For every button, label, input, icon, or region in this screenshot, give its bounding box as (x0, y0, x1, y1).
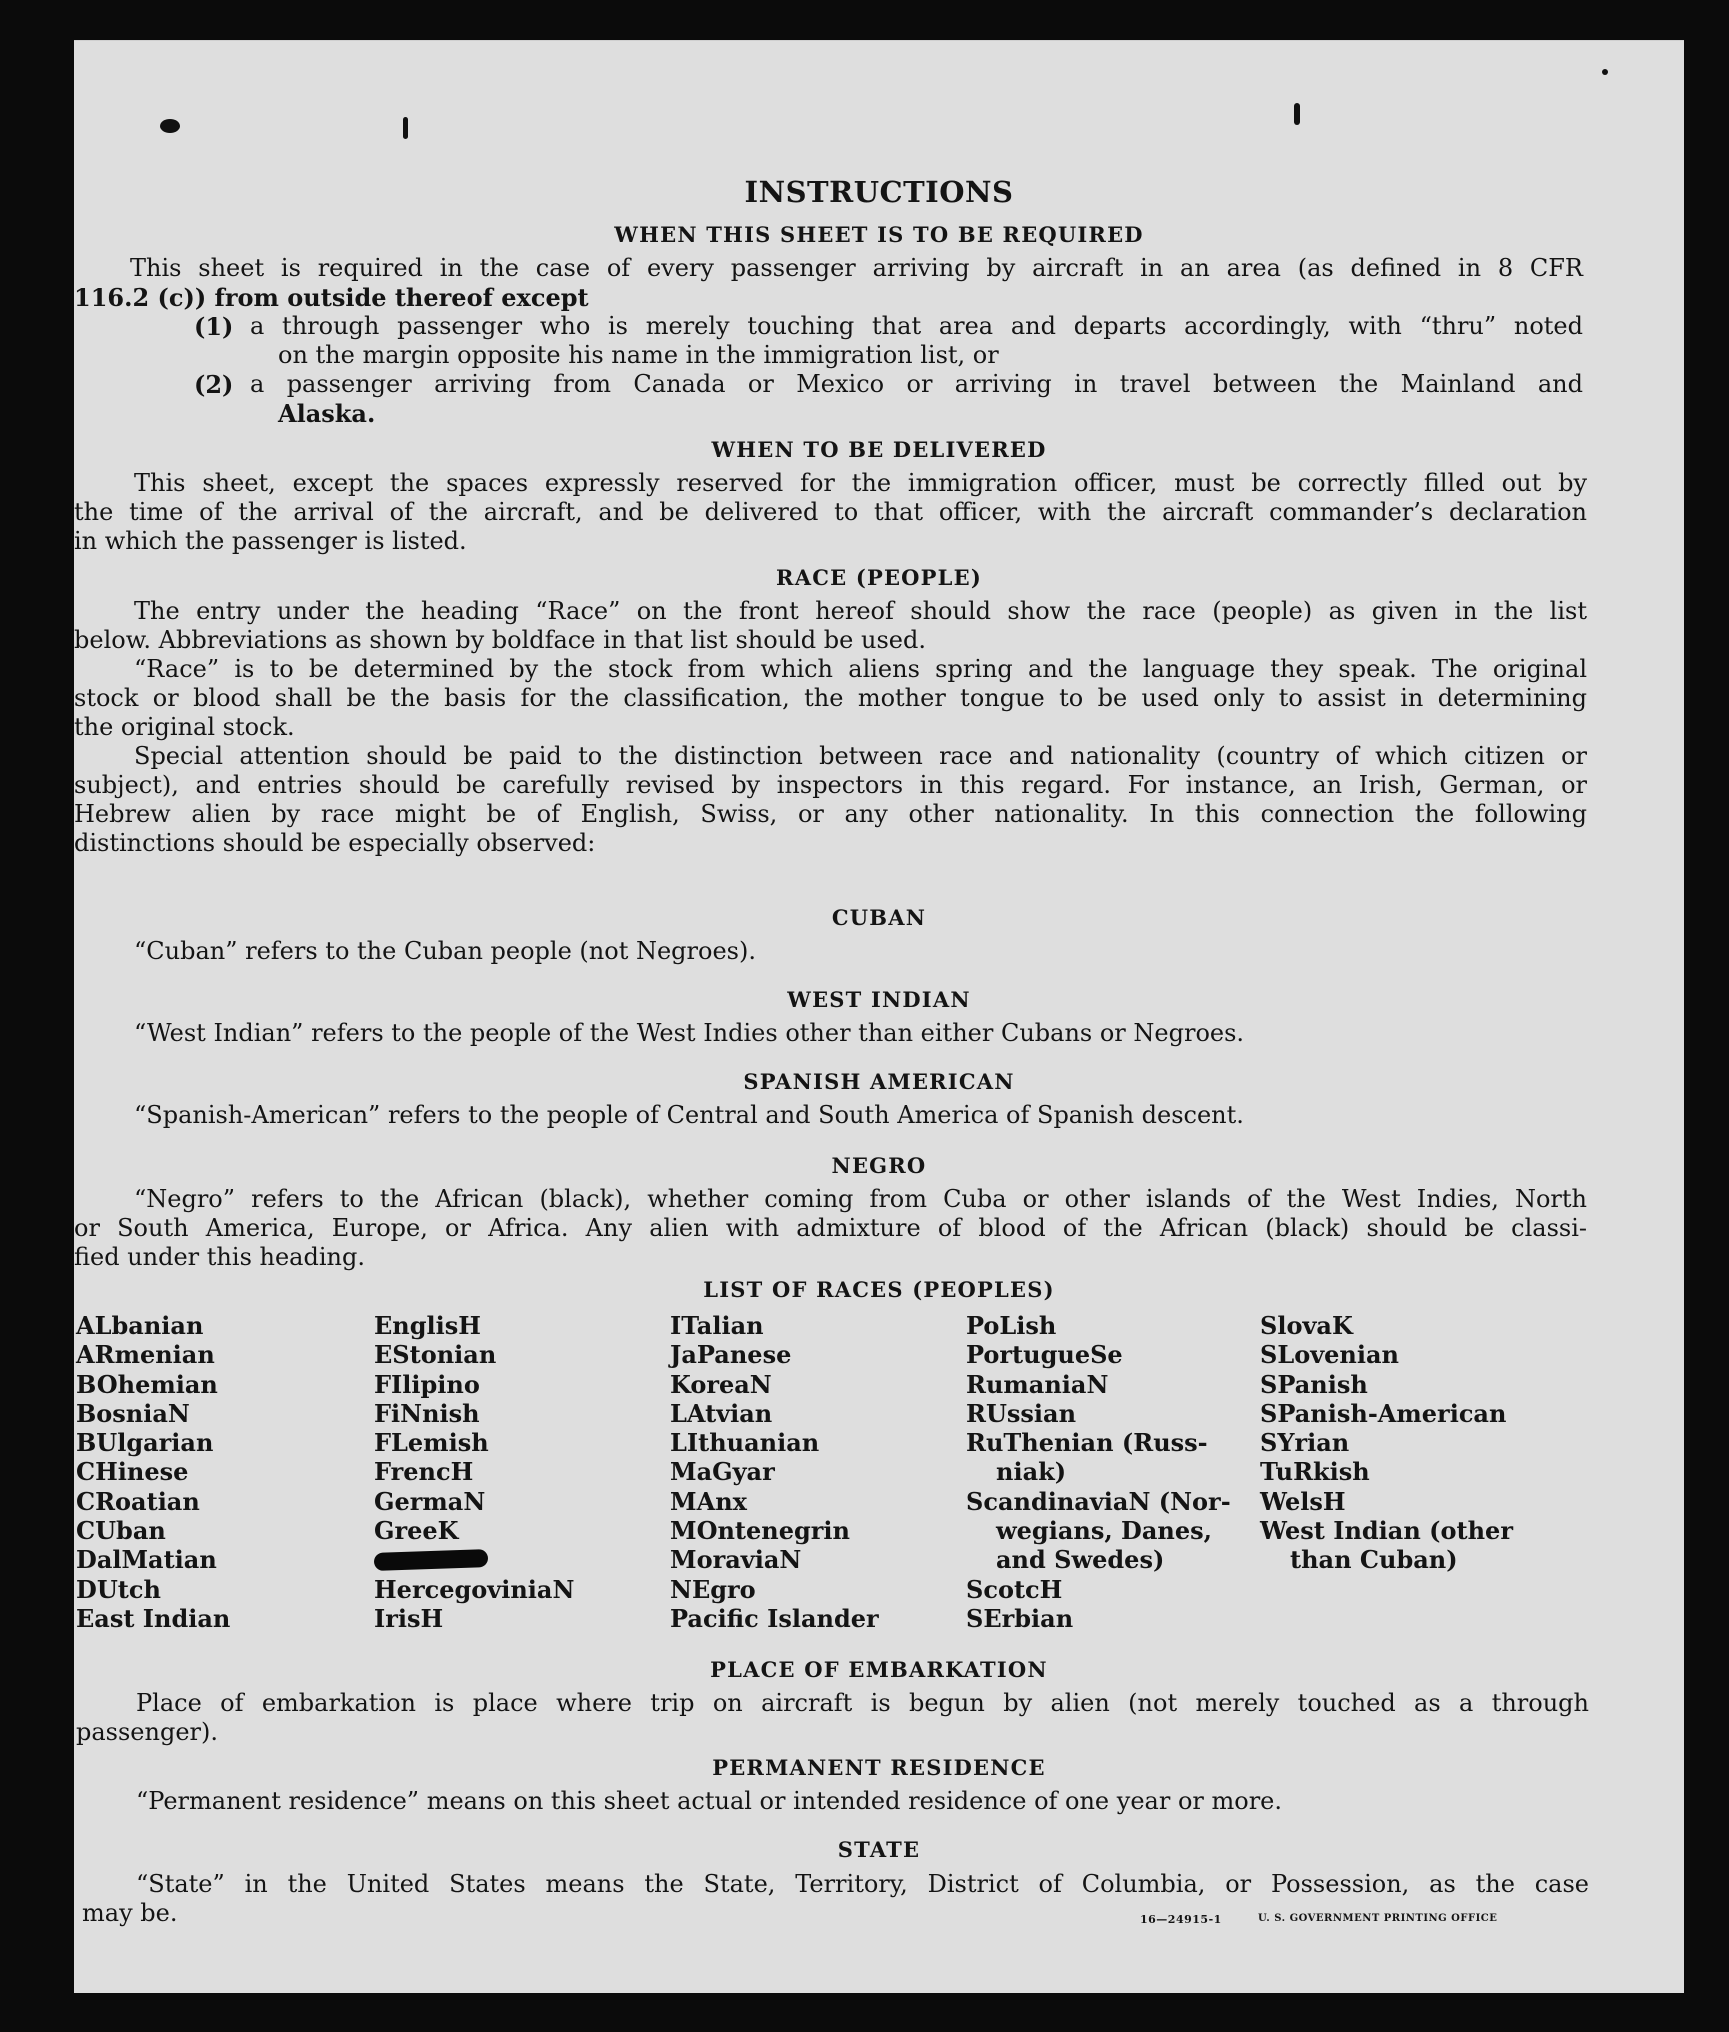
section-heading-embarkation: PLACE OF EMBARKATION (710, 1657, 1048, 1682)
races-column-4 (966, 1311, 1231, 1633)
race-item: CHinese (76, 1457, 189, 1487)
printer-imprint: U. S. GOVERNMENT PRINTING OFFICE (1258, 1913, 1498, 1924)
race-item: DUtch (76, 1574, 161, 1604)
paragraph-line: “Race” is to be determined by the stock from which aliens spring and the language they speak. The original (134, 655, 1587, 683)
paragraph-line: Special attention should be paid to the distinction between race and nationality (country of which citizen or (134, 742, 1587, 770)
race-item: FIlipino (374, 1369, 480, 1399)
section-heading-residence: PERMANENT RESIDENCE (712, 1755, 1046, 1780)
race-item: TuRkish (1260, 1457, 1370, 1487)
scan-speck (1602, 69, 1608, 75)
race-item: niak) (996, 1457, 1067, 1487)
paragraph-line: Place of embarkation is place where trip on aircraft is begun by alien (not merely touched as a through (136, 1689, 1589, 1717)
race-item: ALbanian (76, 1311, 204, 1340)
paragraph-line: distinctions should be especially observed: (74, 829, 596, 857)
race-item: MoraviaN (670, 1545, 802, 1575)
list-item-line: on the margin opposite his name in the immigration list, or (278, 341, 999, 369)
paragraph-line: the original stock. (74, 713, 295, 741)
race-item: BUlgarian (76, 1428, 214, 1458)
paragraph-line: This sheet, except the spaces expressly reserved for the immigration officer, must be correctly filled out by (134, 469, 1587, 497)
race-item: than Cuban) (1290, 1545, 1458, 1575)
race-item: MAnx (670, 1486, 747, 1516)
race-item: CRoatian (76, 1486, 200, 1516)
race-item: JaPanese (670, 1340, 792, 1370)
race-item: Pacific Islander (670, 1603, 879, 1633)
race-item: GreeK (374, 1516, 459, 1546)
race-item: West Indian (other (1260, 1516, 1513, 1546)
paragraph-line: or South America, Europe, or Africa. Any alien with admixture of blood of the African (black) should be classi- (74, 1214, 1587, 1242)
list-item-line: a passenger arriving from Canada or Mexico or arriving in travel between the Mainland and (250, 370, 1583, 398)
redaction-mark (374, 1545, 574, 1574)
paragraph-line: This sheet is required in the case of every passenger arriving by aircraft in an area (as defined in 8 CFR (130, 254, 1583, 282)
race-item: ITalian (670, 1311, 764, 1340)
race-item: BOhemian (76, 1369, 218, 1399)
race-item: NEgro (670, 1574, 756, 1604)
paragraph-line: in which the passenger is listed. (74, 527, 467, 555)
race-item: wegians, Danes, (996, 1516, 1212, 1546)
list-number: (2) (194, 370, 234, 399)
paragraph-line: subject), and entries should be carefully revised by inspectors in this regard. For instance, an Irish, German, or (74, 771, 1587, 799)
race-item: LIthuanian (670, 1428, 820, 1458)
race-item: FiNnish (374, 1398, 480, 1428)
race-item: SYrian (1260, 1428, 1350, 1458)
race-item: MOntenegrin (670, 1516, 850, 1546)
race-item: FrencH (374, 1457, 474, 1487)
section-heading-delivered: WHEN TO BE DELIVERED (711, 437, 1047, 462)
race-item: HercegoviniaN (374, 1574, 575, 1604)
race-item: LAtvian (670, 1398, 773, 1428)
race-item: KoreaN (670, 1369, 772, 1399)
race-item: PoLish (966, 1311, 1057, 1340)
race-item: PortugueSe (966, 1340, 1123, 1370)
race-item: IrisH (374, 1603, 444, 1633)
race-item: GermaN (374, 1486, 486, 1516)
races-column-2 (374, 1311, 574, 1633)
race-item: and Swedes) (996, 1545, 1165, 1575)
race-item: ScotcH (966, 1574, 1063, 1604)
paragraph-line: 116.2 (c)) from outside thereof except (74, 283, 589, 312)
race-item: ScandinaviaN (Nor- (966, 1486, 1231, 1516)
paragraph-line: “Permanent residence” means on this sheet actual or intended residence of one year or more. (136, 1787, 1282, 1815)
race-item: RUssian (966, 1398, 1077, 1428)
scan-speck (403, 117, 408, 139)
paragraph-line: “State” in the United States means the State, Territory, District of Columbia, or Possession, as the case (136, 1870, 1589, 1898)
race-item: RuThenian (Russ- (966, 1428, 1208, 1458)
section-heading-negro: NEGRO (831, 1153, 927, 1178)
paragraph-line: stock or blood shall be the basis for the classification, the mother tongue to be used only to assist in determining (74, 684, 1587, 712)
race-item: SPanish-American (1260, 1398, 1507, 1428)
race-item: DalMatian (76, 1545, 217, 1575)
section-heading-races-list: LIST OF RACES (PEOPLES) (703, 1277, 1055, 1302)
document-page (74, 40, 1684, 1993)
race-item: WelsH (1260, 1486, 1346, 1516)
race-item: SPanish (1260, 1369, 1368, 1399)
paragraph-line: may be. (82, 1899, 178, 1927)
scan-speck (160, 119, 180, 133)
form-number: 16—24915-1 (1140, 1913, 1222, 1926)
paragraph-line: “Cuban” refers to the Cuban people (not Negroes). (134, 937, 756, 965)
race-item: FLemish (374, 1428, 489, 1458)
paragraph-line: “Negro” refers to the African (black), whether coming from Cuba or other islands of the West Indies, North (134, 1185, 1587, 1213)
race-item: EStonian (374, 1340, 497, 1370)
paragraph-line: fied under this heading. (74, 1243, 365, 1271)
paragraph-line: “Spanish-American” refers to the people of Central and South America of Spanish descent. (134, 1101, 1244, 1129)
race-item: CUban (76, 1516, 166, 1546)
section-heading-spanish-american: SPANISH AMERICAN (743, 1069, 1015, 1094)
paragraph-line: Hebrew alien by race might be of English, Swiss, or any other nationality. In this connection the following (74, 800, 1587, 828)
section-heading-cuban: CUBAN (831, 905, 927, 930)
race-item: SlovaK (1260, 1311, 1353, 1340)
section-heading-race: RACE (PEOPLE) (776, 565, 982, 590)
race-item: RumaniaN (966, 1369, 1109, 1399)
race-item: ARmenian (76, 1340, 215, 1370)
race-item: SErbian (966, 1603, 1074, 1633)
paragraph-line: below. Abbreviations as shown by boldface in that list should be used. (74, 626, 926, 654)
list-number: (1) (194, 312, 234, 341)
races-column-5 (1260, 1311, 1513, 1575)
races-column-3 (670, 1311, 879, 1633)
section-heading-required: WHEN THIS SHEET IS TO BE REQUIRED (614, 222, 1144, 247)
paragraph-line: “West Indian” refers to the people of the West Indies other than either Cubans or Negroes. (134, 1019, 1245, 1047)
race-item: SLovenian (1260, 1340, 1399, 1370)
paragraph-line: passenger). (76, 1718, 218, 1746)
races-column-1 (76, 1311, 230, 1633)
list-item-line: a through passenger who is merely touching that area and departs accordingly, with “thru” noted (250, 312, 1583, 340)
paragraph-line: The entry under the heading “Race” on the front hereof should show the race (people) as given in the list (134, 597, 1587, 625)
race-item: BosniaN (76, 1398, 190, 1428)
section-heading-west-indian: WEST INDIAN (787, 987, 971, 1012)
race-item: MaGyar (670, 1457, 775, 1487)
scan-speck (1294, 103, 1300, 125)
list-item-line: Alaska. (278, 399, 376, 428)
page-title: INSTRUCTIONS (744, 175, 1014, 209)
race-item: East Indian (76, 1603, 231, 1633)
paragraph-line: the time of the arrival of the aircraft, and be delivered to that officer, with the aircraft commander’s declaration (74, 498, 1587, 526)
race-item: EnglisH (374, 1311, 481, 1340)
section-heading-state: STATE (837, 1837, 921, 1862)
